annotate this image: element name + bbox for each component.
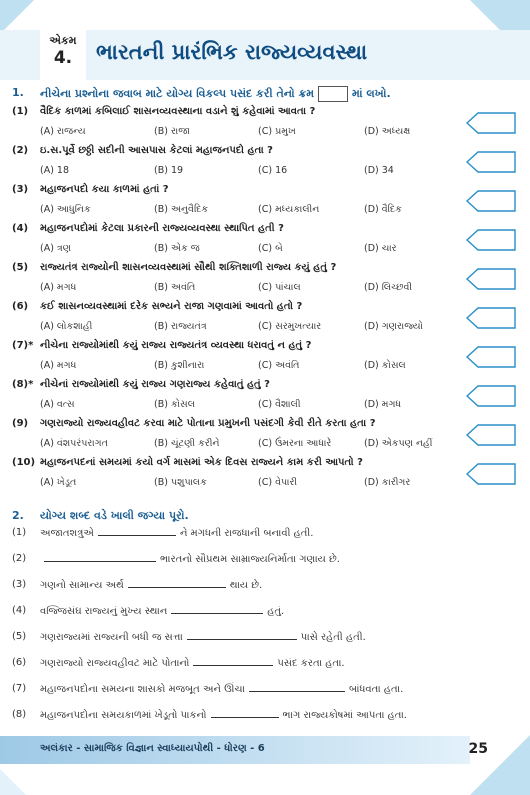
fill-item-number: (6) bbox=[12, 657, 27, 668]
fill-item bbox=[12, 683, 492, 701]
question-number: (7)* bbox=[12, 340, 34, 351]
page-number: 25 bbox=[468, 741, 488, 757]
blank-line[interactable] bbox=[193, 657, 273, 666]
answer-box[interactable] bbox=[466, 385, 516, 407]
option-a[interactable]: (A) વંશપરંપરાગત bbox=[40, 438, 108, 449]
question-text: ઇ.સ.પૂર્વે છઠ્ઠી સદીની આસપાસ કેટલાં મહાજનપદો હતા ? bbox=[40, 145, 273, 156]
mcq-item bbox=[12, 301, 462, 339]
mcq-item bbox=[12, 418, 462, 456]
section-1-instruction bbox=[40, 86, 391, 102]
mcq-item bbox=[12, 340, 462, 378]
sentence-after: પસંદ કરતા હતા. bbox=[277, 658, 345, 669]
question-number: (9) bbox=[12, 418, 29, 429]
option-d[interactable]: (D) ચાર bbox=[364, 243, 397, 254]
answer-box[interactable] bbox=[466, 307, 516, 329]
sentence-after: ભાગ રાજ્યકોષમાં આપતા હતા. bbox=[282, 710, 407, 721]
option-a[interactable]: (A) મગધ bbox=[40, 282, 77, 293]
question-number: (3) bbox=[12, 184, 29, 195]
fill-item-sentence bbox=[40, 553, 340, 565]
option-b[interactable]: (B) 19 bbox=[154, 165, 184, 176]
question-text: ગણરાજ્યો રાજ્યવહીવટ કરવા માટે પોતાના પ્રમુખની પસંદગી કેવી રીતે કરતા હતા ? bbox=[40, 418, 376, 429]
option-c[interactable]: (C) વેપારી bbox=[258, 477, 298, 488]
fill-item-number: (1) bbox=[12, 527, 27, 538]
option-a[interactable]: (A) ત્રણ bbox=[40, 243, 72, 254]
fill-item bbox=[12, 605, 492, 623]
fill-item bbox=[12, 631, 492, 649]
question-text: કઈ શાસનવ્યવસ્થામાં દરેક સભ્યને રાજા ગણવામાં આવતો હતો ? bbox=[40, 301, 303, 312]
option-b[interactable]: (B) અનુવૈદિક bbox=[154, 204, 209, 215]
answer-box[interactable] bbox=[466, 424, 516, 446]
answer-box[interactable] bbox=[466, 151, 516, 173]
section-1-instruction-after: માં લખો. bbox=[352, 87, 391, 100]
question-number: (5) bbox=[12, 262, 29, 273]
blank-line[interactable] bbox=[171, 605, 263, 614]
sentence-before: મહાજનપદોના સમયના શાસકો મજબૂત અને ઊંચા bbox=[40, 684, 245, 695]
question-number: (10) bbox=[12, 457, 36, 468]
answer-box[interactable] bbox=[466, 112, 516, 134]
corner-decoration-bottom-right bbox=[470, 735, 530, 795]
sentence-after: ભારતનો સૌપ્રથમ સામ્રાજ્યનિર્માતા ગણાય છે. bbox=[160, 554, 340, 565]
option-b[interactable]: (B) ચૂંટણી કરીને bbox=[154, 438, 220, 449]
option-d[interactable]: (D) મગધ bbox=[364, 399, 402, 410]
blank-line[interactable] bbox=[211, 709, 279, 718]
section-1-heading bbox=[12, 86, 492, 102]
sentence-before: ગણરાજ્યમાં રાજ્યની બધી જ સત્તા bbox=[40, 632, 183, 643]
question-text: વૈદિક કાળમાં કબિલાઈ શાસનવ્યવસ્થાના વડાને શું કહેવામાં આવતા ? bbox=[40, 106, 316, 117]
blank-line[interactable] bbox=[44, 553, 156, 562]
mcq-item bbox=[12, 379, 462, 417]
fill-item-sentence bbox=[40, 605, 284, 617]
section-2-number: 2. bbox=[12, 509, 24, 522]
option-d[interactable]: (D) 34 bbox=[364, 165, 394, 176]
fill-item-sentence bbox=[40, 709, 407, 721]
answer-box[interactable] bbox=[466, 268, 516, 290]
sentence-before: વજ્જિસંઘ રાજ્યનું મુખ્ય સ્થાન bbox=[40, 606, 168, 617]
unit-label: એકમ bbox=[49, 34, 77, 47]
answer-box[interactable] bbox=[466, 463, 516, 485]
unit-number: 4. bbox=[53, 48, 73, 68]
mcq-item bbox=[12, 106, 462, 144]
fill-item bbox=[12, 527, 492, 545]
sentence-before: ગણનો સામાન્ય અર્થ bbox=[40, 580, 124, 591]
fill-item-number: (3) bbox=[12, 579, 27, 590]
fill-item bbox=[12, 553, 492, 571]
chapter-title: ભારતની પ્રારંભિક રાજ્યવ્યવસ્થા bbox=[96, 40, 368, 64]
sentence-before: ગણરાજ્યો રાજ્યવહીવટ માટે પોતાનો bbox=[40, 658, 190, 669]
option-d[interactable]: (D) લિચ્છવી bbox=[364, 282, 413, 293]
option-d[interactable]: (D) એકપણ નહીં bbox=[364, 438, 433, 449]
fill-item-number: (5) bbox=[12, 631, 27, 642]
fill-item-sentence bbox=[40, 657, 345, 669]
option-b[interactable]: (B) એક જ bbox=[154, 243, 200, 254]
sentence-before: મહાજનપદોના સમયકાળમાં ખેડૂતો પાકનો bbox=[40, 710, 207, 721]
unit-badge bbox=[40, 30, 86, 82]
fill-item-sentence bbox=[40, 579, 262, 591]
option-b[interactable]: (B) રાજ્યતંત્ર bbox=[154, 321, 207, 332]
question-text: મહાજનપદનાં સમયમાં કયો વર્ગ માસમાં એક દિવસ રાજ્યને કામ કરી આપતો ? bbox=[40, 457, 363, 468]
fill-item-number: (4) bbox=[12, 605, 27, 616]
question-number: (4) bbox=[12, 223, 29, 234]
mcq-item bbox=[12, 457, 462, 495]
blank-line[interactable] bbox=[249, 683, 345, 692]
question-text: નીચેનાં રાજ્યોમાંથી કયું રાજ્ય ગણરાજ્ય કહેવાતું હતું ? bbox=[40, 379, 270, 390]
corner-decoration-bottom-left bbox=[0, 769, 26, 795]
question-text: મહાજનપદોમાં કેટલા પ્રકારની રાજ્યવ્યવસ્થા સ્થાપિત હતી ? bbox=[40, 223, 284, 234]
inline-answer-box bbox=[318, 86, 348, 102]
option-c[interactable]: (C) 16 bbox=[258, 165, 288, 176]
section-1-number: 1. bbox=[12, 86, 24, 99]
fill-item-sentence bbox=[40, 631, 366, 643]
answer-box[interactable] bbox=[466, 229, 516, 251]
option-c[interactable]: (C) સરમુખત્યાર bbox=[258, 321, 322, 332]
section-1-instruction-before: નીચેના પ્રશ્નોના જવાબ માટે યોગ્ય વિકલ્પ પસંદ કરી તેનો ક્રમ bbox=[40, 87, 315, 100]
option-d[interactable]: (D) અધ્યક્ષ bbox=[364, 126, 411, 137]
option-b[interactable]: (B) કોસલ bbox=[154, 399, 195, 410]
fill-item-number: (2) bbox=[12, 553, 27, 564]
option-c[interactable]: (C) અવંતિ bbox=[258, 360, 300, 371]
fill-item-number: (8) bbox=[12, 709, 27, 720]
question-number: (2) bbox=[12, 145, 29, 156]
fill-item-sentence bbox=[40, 683, 403, 695]
sentence-after: હતું. bbox=[267, 606, 285, 617]
question-number: (8)* bbox=[12, 379, 34, 390]
option-b[interactable]: (B) પશુપાલક bbox=[154, 477, 207, 488]
option-d[interactable]: (D) ગણરાજ્યો bbox=[364, 321, 423, 332]
mcq-item bbox=[12, 223, 462, 261]
section-2-instruction: યોગ્ય શબ્દ વડે ખાલી જગ્યા પૂરો. bbox=[40, 509, 189, 522]
option-a[interactable]: (A) વત્સ bbox=[40, 399, 75, 410]
question-text: નીચેના રાજ્યોમાંથી કયું રાજ્ય રાજ્યતંત્ર વ્યવસ્થા ધરાવતું ન હતું ? bbox=[40, 340, 312, 351]
option-c[interactable]: (C) પ્રમુખ bbox=[258, 126, 296, 137]
option-b[interactable]: (B) અવંતિ bbox=[154, 282, 196, 293]
question-number: (6) bbox=[12, 301, 29, 312]
blank-line[interactable] bbox=[98, 527, 176, 536]
blank-line[interactable] bbox=[187, 631, 297, 640]
fill-item bbox=[12, 709, 492, 727]
option-c[interactable]: (C) ઉંમરના આધારે bbox=[258, 438, 332, 449]
answer-box[interactable] bbox=[466, 346, 516, 368]
fill-item bbox=[12, 657, 492, 675]
section-2-heading bbox=[12, 509, 492, 525]
sentence-after: બાંધવતા હતા. bbox=[348, 684, 404, 695]
sentence-before: અજાતશત્રુએ bbox=[40, 528, 94, 539]
option-a[interactable]: (A) રાજન્ય bbox=[40, 126, 86, 137]
option-d[interactable]: (D) કોસલ bbox=[364, 360, 406, 371]
fill-item-sentence bbox=[40, 527, 313, 539]
option-c[interactable]: (C) મધ્યકાલીન bbox=[258, 204, 320, 215]
question-number: (1) bbox=[12, 106, 29, 117]
mcq-item bbox=[12, 145, 462, 183]
option-c[interactable]: (C) બે bbox=[258, 243, 283, 254]
option-d[interactable]: (D) કારીગર bbox=[364, 477, 411, 488]
sentence-after: પાસે રહેતી હતી. bbox=[300, 632, 366, 643]
footer-text: અલંકાર - સામાજિક વિજ્ઞાન સ્વાધ્યાયપોથી - ધોરણ - 6 bbox=[40, 743, 265, 754]
question-text: મહાજનપદો કયા કાળમાં હતાં ? bbox=[40, 184, 169, 195]
option-c[interactable]: (C) પાંચાલ bbox=[258, 282, 301, 293]
fill-item-number: (7) bbox=[12, 683, 27, 694]
option-a[interactable]: (A) લોકશાહી bbox=[40, 321, 93, 332]
fill-item bbox=[12, 579, 492, 597]
blank-line[interactable] bbox=[128, 579, 226, 588]
option-b[interactable]: (B) રાજા bbox=[154, 126, 190, 137]
corner-decoration-top-left bbox=[0, 0, 34, 34]
question-text: રાજ્યતંત્ર રાજ્યોની શાસનવ્યવસ્થામાં સૌથી શક્તિશાળી રાજ્ય કયું હતું ? bbox=[40, 262, 337, 273]
option-a[interactable]: (A) મગધ bbox=[40, 360, 77, 371]
option-a[interactable]: (A) ખેડૂત bbox=[40, 477, 77, 488]
option-b[interactable]: (B) કુશીનારા bbox=[154, 360, 205, 371]
option-a[interactable]: (A) આધુનિક bbox=[40, 204, 91, 215]
sentence-after: ને મગધની રાજધાની બનાવી હતી. bbox=[179, 528, 314, 539]
option-c[interactable]: (C) વૈશાલી bbox=[258, 399, 301, 410]
mcq-item bbox=[12, 184, 462, 222]
mcq-item bbox=[12, 262, 462, 300]
answer-box[interactable] bbox=[466, 190, 516, 212]
option-d[interactable]: (D) વૈદિક bbox=[364, 204, 402, 215]
option-a[interactable]: (A) 18 bbox=[40, 165, 70, 176]
sentence-after: થાય છે. bbox=[229, 580, 263, 591]
